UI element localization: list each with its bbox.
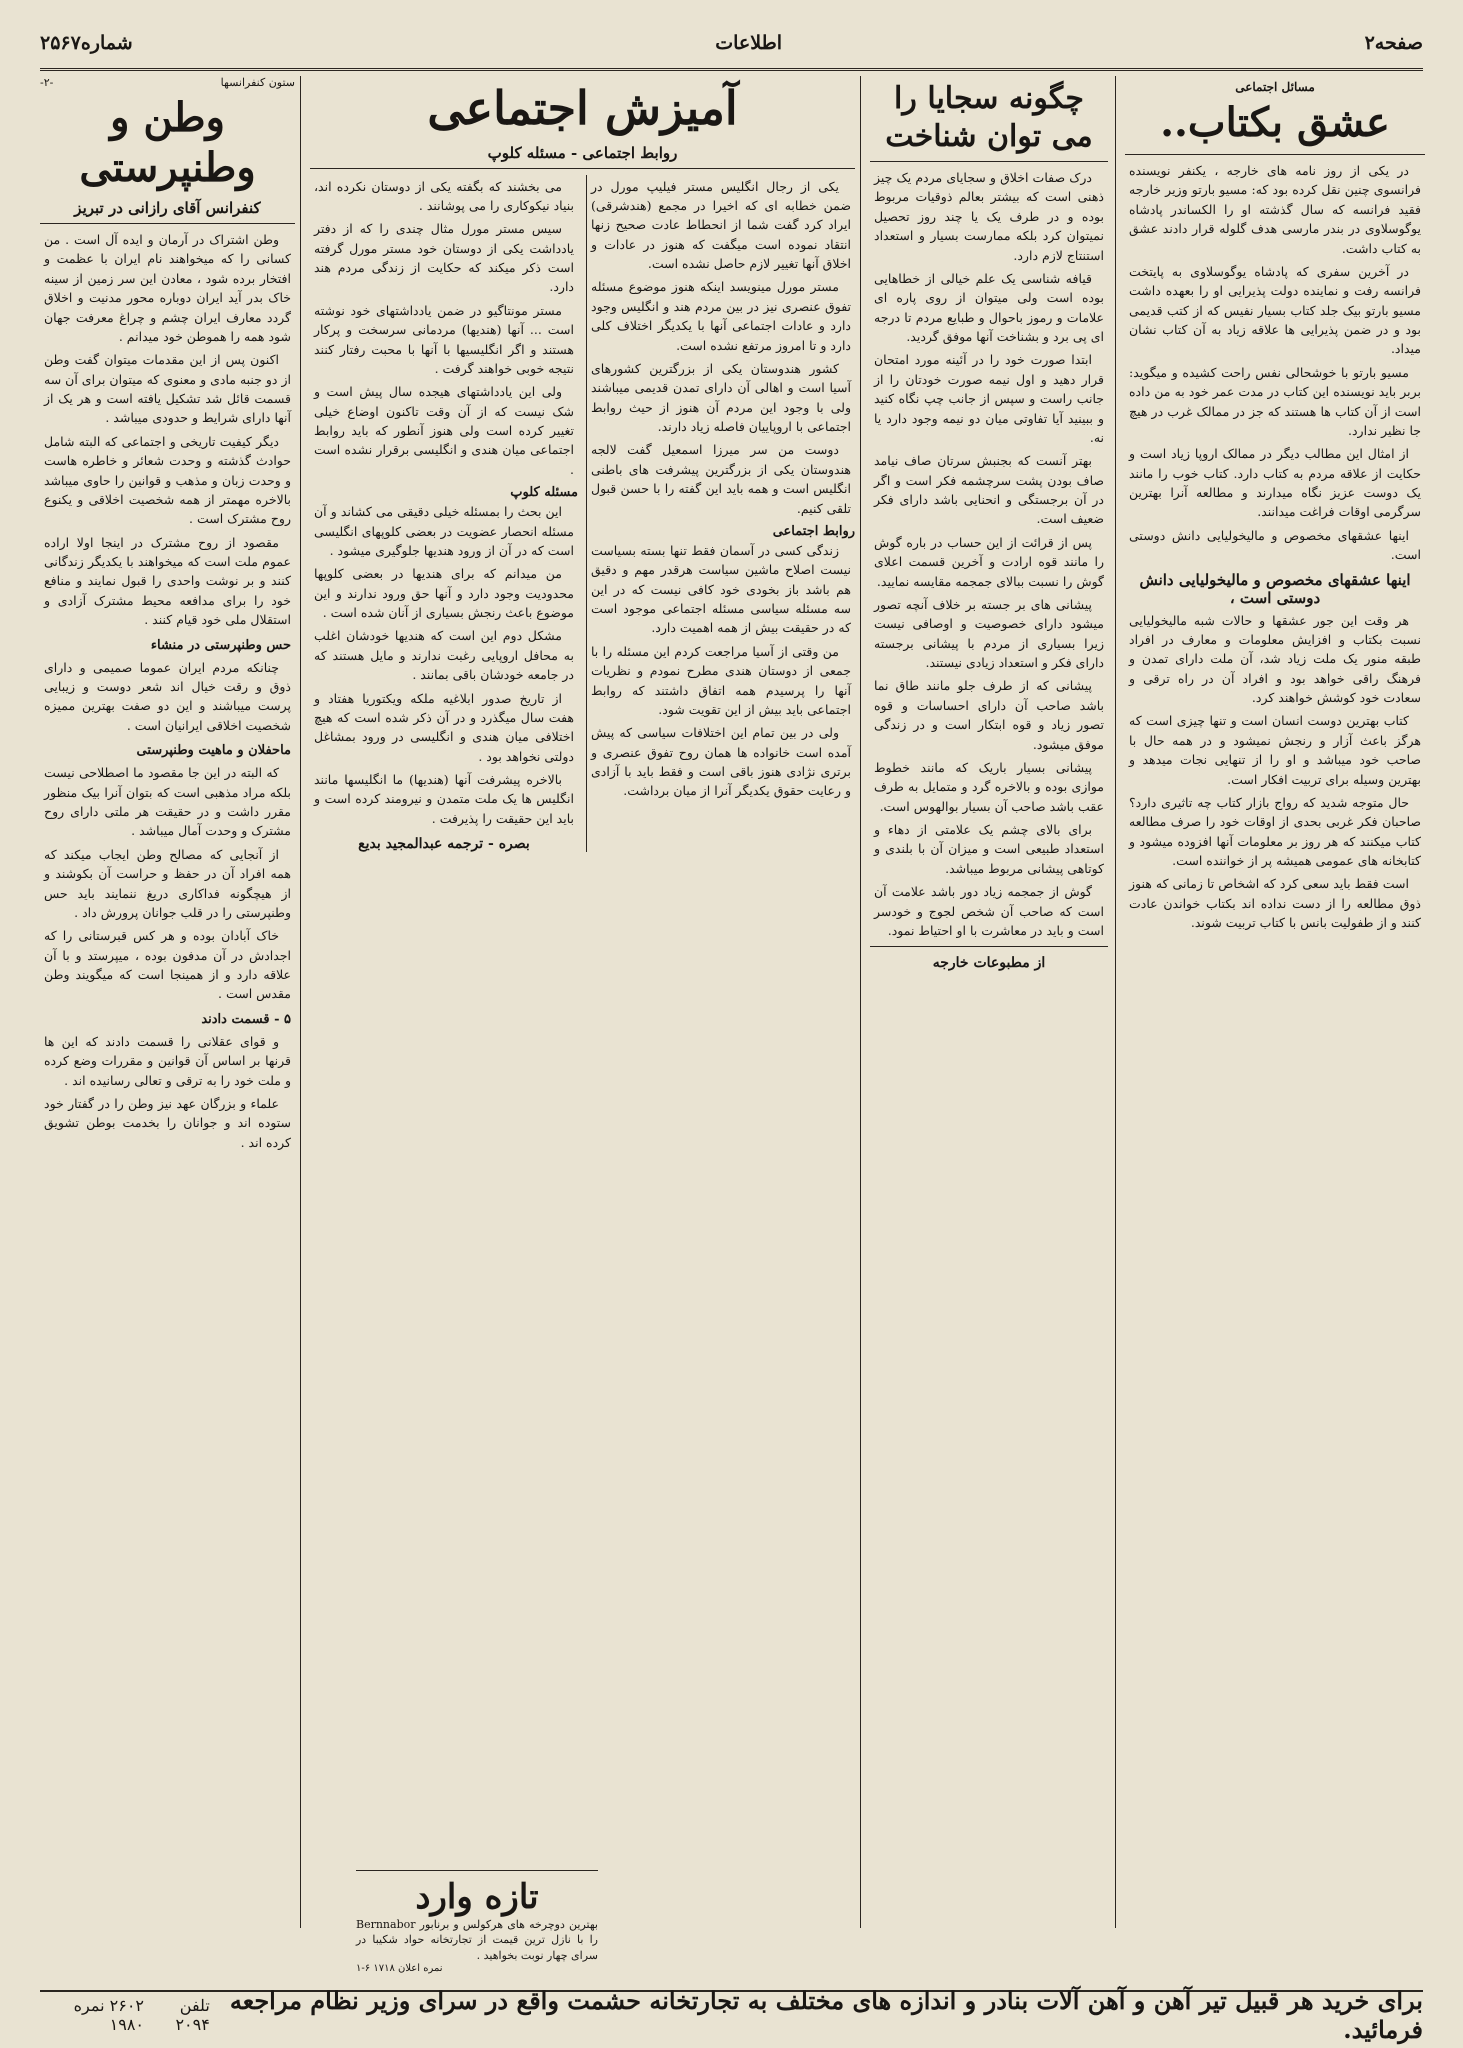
paragraph: دیگر کیفیت تاریخی و اجتماعی که البته شامل حوادث گذشته و وحدت شعائر و خاطره هاست و وحدت زبان و مذهب و قوانین را حاوی میباشد بالاخره مهمتر از همه شخصیت اخلاقی و یکنوع روح مشترک است . xyxy=(44,433,291,527)
paragraph: مشکل دوم این است که هندیها خودشان اغلب به محافل اروپایی رغبت ندارند و مایل هستند که در جامعه خودشان باقی بمانند . xyxy=(314,628,574,683)
page-label: صفحه۲ xyxy=(1364,32,1423,54)
ad-notice: ۲۶۰۲ نمره ۱۹۸۰ xyxy=(73,1996,145,2034)
ad-text: بهترین دوچرخه های هرکولس و برنابور Bernnabor را با نازل ترین قیمت از تجارتخانه حواد شکیبا در سرای چهار نوبت بخواهید . xyxy=(356,1918,598,1962)
paragraph: ابتدا صورت خود را در آئینه مورد امتحان قرار دهید و اول نیمه صورت خودتان را از جانب راست و سپس از جانب چپ نگاه کنید و ببینید آیا تفاوتی میان دو نیمه وجود دارد یا نه. xyxy=(874,352,1104,445)
issue-label: شماره۲۵۶۷ xyxy=(40,32,133,54)
paragraph: پیشانی بسیار باریک که مانند خطوط موازی بوده و بالاخره گرد و متمایل به طرف عقب باشد صاحب آن بسیار بوالهوس است. xyxy=(874,759,1104,814)
paragraph: پیشانی که از طرف جلو مانند طاق نما باشد صاحب آن دارای احساسات و قوه تصور زیاد و قوه ابتکار است و در زندگی موفق میشود. xyxy=(874,678,1104,752)
paragraph: در آخرین سفری که پادشاه یوگوسلاوی به پایتخت فرانسه رفت و نماینده دولت پذیرایی او را بعهده داشت مسیو بارتو بیک جلد کتاب بسیار نفیس که از کتب قدیمی بود و در ضمن پذیرایی ها علاقه زیاد به آن کتاب نشان میداد. xyxy=(1129,263,1421,357)
paragraph: سیس مستر مورل مثال چندی را که از دفتر یادداشت یکی از دوستان خود مستر مورل گرفته است ذکر میکند که حکایت از زندگی مردم هند دارد. xyxy=(314,221,574,295)
ad-notice: نمره اعلان ۱۷۱۸ ۶-۱ xyxy=(356,1963,443,1975)
paragraph: یکی از رجال انگلیس مستر فیلیپ مورل در ضمن خطابه ای که اخیرا در مجمع (هندشرقی) ایراد کرد گفت شما از انحطاط عادت صحیح زنها انتقاد نموده است میگفت که هنوز در عادات و اخلاق آنها تغییر لازم حاصل نشده است. xyxy=(591,178,851,271)
section-subhead: مسئله کلوپ xyxy=(510,485,578,501)
paragraph: بهتر آنست که بجنبش سرتان صاف نیامد صاف بودن پشت سرچشمه فکر است و اگر در آن برجستگی و انحنایی باشد دارای فکر ضعیف است. xyxy=(874,453,1104,527)
paragraph: اینها عشقهای مخصوص و مالیخولیایی دانش دوستی است. xyxy=(1129,527,1421,563)
subcolumn-left xyxy=(310,175,578,853)
paragraph: دوست من سر میرزا اسمعیل گفت لالجه هندوستان یکی از بزرگترین پیشرفت های باطنی انگلیس است و همه باید این گفته را با حسن قبول تلقی کنیم. xyxy=(591,442,851,516)
article-headline: آمیزش اجتماعی xyxy=(427,81,738,135)
translator-signature: بصره - ترجمه عبدالمجید بدیع xyxy=(358,836,530,853)
paragraph: حال متوجه شدید که رواج بازار کتاب چه تاثیری دارد؟ صاحبان فکر غربی بحدی از اوقات خود را صرف مطالعه کتاب میکنند که هر روز بر معلومات آنها افزوده میشود و کتابخانه های عمومی همیشه پر از خواننده است. xyxy=(1129,794,1421,868)
article-source: از مطبوعات خارجه xyxy=(932,955,1046,972)
article-body xyxy=(591,177,851,518)
paragraph: بالاخره پیشرفت آنها (هندیها) ما انگلیسها مانند انگلیس ها یک ملت متمدن و نیرومند کرده است و باید این حقیقت را پذیرفت . xyxy=(314,772,574,826)
paragraph: مستر مورل مینویسد اینکه هنوز موضوع مسئله تفوق عنصری نیز در بین مردم هند و انگلیس وجود دارد و عادات اجتماعی آنها با یکدیگر اختلاف کلی دارد و تا امروز مرتفع نشده است. xyxy=(591,279,851,353)
paragraph: در یکی از روز نامه های خارجه ، یکنفر نویسنده فرانسوی چنین نقل کرده بود که: مسیو بارتو وزیر خارجه فقید فرانسه که سال گذشته او را الکساندر پادشاه یوگوسلاوی در بندر مارسی هدف گلوله قرار دادند عشق به کتاب داشت. xyxy=(1129,163,1421,256)
column-rule xyxy=(860,76,861,1928)
section-subhead: ماحفلان و ماهیت وطنپرستی xyxy=(136,743,291,759)
section-subhead: روابط اجتماعی xyxy=(772,523,855,539)
ad-new-arrival xyxy=(356,1864,598,1975)
article-body xyxy=(314,177,574,480)
section-subhead: ۵ - قسمت دادند xyxy=(201,1011,291,1027)
article-headline: وطن و وطنپرستی xyxy=(79,94,256,191)
paragraph: اکنون پس از این مقدمات میتوان گفت وطن از دو جنبه مادی و معنوی که میتوان برای آن سه قسمت قائل شد تشکیل یافته است و هر یک از آنها دارای شرایط و حدودی میباشد . xyxy=(44,352,291,426)
paragraph: من وقتی از آسیا مراجعت کردم این مسئله را با جمعی از دوستان هندی مطرح نمودم و نظریات آنها را پرسیدم همه اتفاق داشتند که روابط اجتماعی باید بیش از این تقویت شود. xyxy=(591,643,851,717)
paragraph: علماء و بزرگان عهد نیز وطن را در گفتار خود ستوده اند و جوانان را بخدمت بوطن تشویق کرده اند . xyxy=(44,1096,291,1150)
paragraph: می بخشند که بگفته یکی از دوستان نکرده اند، بنیاد نیکوکاری را می پوشانند . xyxy=(314,178,574,213)
paragraph: من میدانم که برای هندیها در بعضی کلوپها محدودیت وجود دارد و آنها حق ورود ندارند و این موضوع باعث رنجش بسیاری از آنان شده است . xyxy=(314,566,574,620)
article-headline: عشق بکتاب.. xyxy=(1160,99,1390,146)
subcolumn-right xyxy=(586,175,855,853)
divider xyxy=(1125,154,1425,155)
paragraph: هر وقت این جور عشقها و حالات شبه مالیخولیایی نسبت بکتاب و افزایش معلومات و معارف در افراد طبقه منور یک ملت زیاد شد، آن ملت دارای تمدن و فرهنگ راقی خواهد بود و افراد آن در راه ترقی و سعادت خود کوشش خواهند کرد. xyxy=(1129,612,1421,705)
divider xyxy=(310,168,855,169)
paragraph: زندگی کسی در آسمان فقط تنها بسته بسیاست نیست اصلاح ماشین سیاست هرقدر مهم و دقیق هم باشد باز بخودی خود کافی نیست که در این سه مسئله سیاسی مسئله اجتماعی موجود است که در حقیقت بیش از همه اهمیت دارد. xyxy=(591,542,851,636)
paragraph: پیشانی های بر جسته بر خلاف آنچه تصور میشود دارای خصوصیت و اوصافی نیست زیرا بسیاری از مردم با پیشانی برجسته دارای فکر و استعداد زیادی نیستند. xyxy=(874,596,1104,670)
paragraph: مسیو بارتو با خوشحالی نفس راحت کشیده و میگوید: بربر باید نویسنده این کتاب در مدت عمر خود به من داده است از آن کتاب ها هستند که جز در ممالک غرب در هیچ جا نظیر ندارد. xyxy=(1129,364,1421,438)
ad-headline: تازه وارد xyxy=(415,1877,539,1917)
paragraph: ولی در بین تمام این اختلافات سیاسی که پیش آمده است خانواده ها همان روح تفوق عنصری و برتری نژادی هنوز باقی است و فقط باید با آزادی و رعایت حقوق یکدیگر آنرا از میان برداشت. xyxy=(591,725,851,799)
article-headline: چگونه سجایا را می توان شناخت xyxy=(885,81,1093,154)
article-body xyxy=(1129,611,1421,933)
column-rule xyxy=(1115,76,1116,1928)
paragraph: و قوای عقلانی را قسمت دادند که این ها قرنها بر اساس آن قوانین و مقررات وضع کرده و ملت خود را به ترقی و تعالی رسانیده اند . xyxy=(44,1033,291,1088)
article-book-love xyxy=(1125,76,1425,1928)
divider xyxy=(40,223,295,224)
paragraph: چنانکه مردم ایران عموما صمیمی و دارای ذوق و رقت خیال اند شعر دوست و زیبایی پرست میباشند و این دو صفت بهترین ممیزه شخصیت اخلاقی ایرانیان است . xyxy=(44,659,291,733)
column-label: ستون کنفرانسها xyxy=(220,76,295,89)
paragraph: خاک آبادان بوده و هر کس قبرستانی را که اجدادش در آن مدفون بوده ، میپرستد و با آن علاقه دارد و از همینجا است که میگویند وطن مقدس است . xyxy=(44,928,291,1002)
paragraph: از آنجایی که مصالح وطن ایجاب میکند که همه افراد آن در حفظ و حراست آن بکوشند و از هیچگونه فداکاری دریغ ننمایند باید حس وطنپرستی را در قلب جوانان پرورش داد . xyxy=(44,846,291,920)
article-body xyxy=(44,230,291,1152)
paragraph: از امثال این مطالب دیگر در ممالک اروپا زیاد است و حکایت از علاقه مردم به کتاب دارد. کتاب خوب را مانند یک دوست عزیز نگاه میدارند و مطالعه آنرا بهترین سرگرمی اوقات فراغت میدانند. xyxy=(1129,446,1421,520)
paragraph: از تاریخ صدور ابلاغیه ملکه ویکتوریا هفتاد و هفت سال میگذرد و در آن ذکر شده است که هیچ اختلافی میان هندی و انگلیسی در ورود بمشاغل دولتی نخواهد بود . xyxy=(314,690,574,764)
paragraph: این بحث را بمسئله خیلی دقیقی می کشاند و آن مسئله انحصار عضویت در بعضی کلوپهای انگلیسی است که در آن از ورود هندیها جلوگیری میشود . xyxy=(314,504,574,558)
page-number: -۲- xyxy=(40,76,54,89)
article-patriotism xyxy=(40,76,295,1928)
paragraph: پس از قرائت از این حساب در باره گوش را مانند قوه ارادت و آخرین قسمت اعلای گوش را نسبت ببالای جمجمه مقایسه نمایید. xyxy=(874,534,1104,589)
masthead xyxy=(40,18,1423,71)
ad-phone: تلفن ۲۰۹۴ xyxy=(175,1996,210,2034)
paragraph: کتاب بهترین دوست انسان است و تنها چیزی است که هرگز باعث آزار و رنجش نمیشود و در همه حال با صاحب خود میباشد و او را از تنهایی نجات میدهد و بهترین وسیله برای تربیت افکار است. xyxy=(1129,713,1421,787)
section-label: مسائل اجتماعی xyxy=(1235,80,1315,94)
article-body xyxy=(591,541,851,801)
paragraph: ولی این یادداشتهای هیجده سال پیش است و شک نیست که از آن وقت تاکنون اوضاع خیلی تغییر کرده است ولی هنوز آنطور که باید روابط اجتماعی میان هندی و انگلیسی برقرار نشده است . xyxy=(314,384,574,477)
divider xyxy=(356,1870,598,1871)
bottom-advertisement xyxy=(40,1986,1423,2044)
paragraph: که البته در این جا مقصود ما اصطلاحی نیست بلکه مراد مذهبی است که بتوان آنرا بیک منظور مقرر داشت و در حقیقت هر ملتی دارای روح مشترک و وحدت آمال میباشد . xyxy=(44,765,291,839)
article-character xyxy=(870,76,1108,1928)
paragraph: درک صفات اخلاق و سجایای مردم یک چیز ذهنی است که بیشتر بعالم ذوقیات مربوط بوده و در طرف یک یا چند روز تحصیل نمیتوان کرد بلکه ممارست بسیار و استعداد استنتاج لازم دارد. xyxy=(874,170,1104,263)
divider xyxy=(870,161,1108,162)
column-header xyxy=(40,76,295,89)
paragraph: است فقط باید سعی کرد که اشخاص تا زمانی که هنوز ذوق مطالعه را از دست نداده اند بکتاب خواندن عادت کنند و از طفولیت بانس با کتاب تربیت شوند. xyxy=(1129,876,1421,931)
paragraph: گوش از جمجمه زیاد دور باشد علامت آن است که صاحب آن شخص لجوج و خودسر است و باید در معاشرت با او احتیاط نمود. xyxy=(874,884,1104,938)
article-body xyxy=(874,168,1104,940)
column-rule xyxy=(300,76,301,1928)
ad-text: برای خرید هر قبیل تیر آهن و آهن آلات بنادر و اندازه های مختلف به تجارتخانه حشمت واقع در سرای وزیر نظام مراجعه فرمائید. xyxy=(229,1986,1423,2044)
paragraph: وطن اشتراک در آرمان و ایده آل است . من کسانی را که میخواهند نام ایران با عظمت و افتخار برده شود ، معادن این سر زمین از سینه خاک بدر آید ایران دوباره محور مدنیت و اخلاق گردد معارف ایران چشم و چراغ معرفت جهان شود همه را هموطن خود میدانم . xyxy=(44,232,291,344)
article-subhead: روابط اجتماعی - مسئله کلوپ xyxy=(487,143,678,162)
divider xyxy=(870,946,1108,947)
article-social xyxy=(310,76,855,1928)
article-body xyxy=(314,502,574,828)
paper-name: اطلاعات xyxy=(715,32,782,54)
section-subhead: حس وطنپرستی در منشاء xyxy=(150,637,291,653)
paragraph: مقصود از روح مشترک در اینجا اولا اراده عموم ملت است که میخواهند با یکدیگر زندگانی کنند و بر نوشت واحدی را قبول نمایند و منافع خود را برای مدافعه محیط مشترک آزادی و استقلال ملی خود قیام کنند . xyxy=(44,534,291,628)
paragraph: مستر مونتاگیو در ضمن یادداشتهای خود نوشته است ... آنها (هندیها) مردمانی سرسخت و پرکار هستند و اگر انگلیسیها با آنها با محبت رفتار کنند نتیجه خوبی خواهند گرفت . xyxy=(314,302,574,376)
paragraph: برای بالای چشم یک علامتی از دهاء و استعداد طبیعی است و میزان آن با بلندی و کوتاهی پیشانی مربوط میباشد. xyxy=(874,822,1104,876)
paragraph: کشور هندوستان یکی از بزرگترین کشورهای آسیا است و اهالی آن دارای تمدن قدیمی میباشند ولی با وجود این مردم آن هنوز از حیث روابط اجتماعی با اروپاییان فاصله زیاد دارند. xyxy=(591,360,851,434)
article-body xyxy=(1129,161,1421,565)
article-subhead: کنفرانس آقای رازانی در تبریز xyxy=(74,199,261,217)
article-subcolumns xyxy=(310,175,855,853)
article-subhead: اینها عشقهای مخصوص و مالیخولیایی دانش دوستی است ، xyxy=(1139,570,1411,607)
paragraph: قیافه شناسی یک علم خیالی از خطاهایی بوده است ولی میتوان از روی پاره ای علامات و رموز باحوال و طبایع مردم تا درجه ای پی برد و بشناخت آنها موفق گردید. xyxy=(874,270,1104,344)
